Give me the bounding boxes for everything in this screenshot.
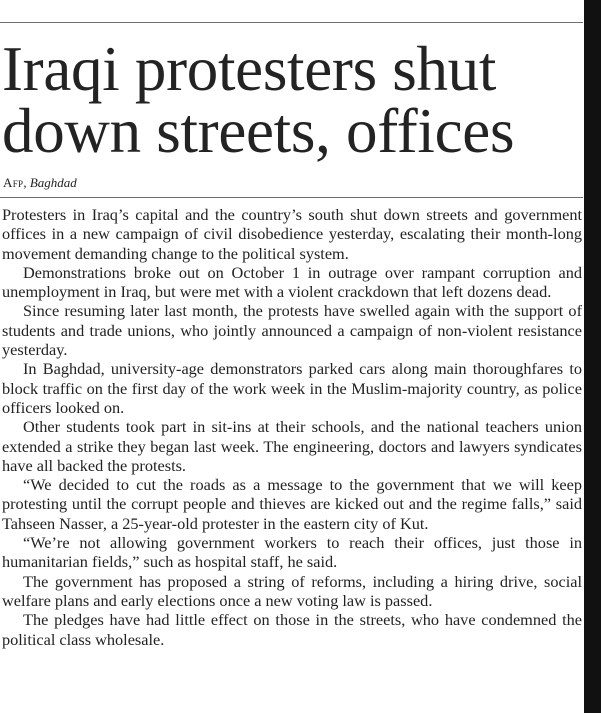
article-body: [2, 205, 582, 713]
article-paragraph-6: “We decided to cut the roads as a message to the government that we will keep protesting until the corrupt people and thieves are kicked out and the regime falls,” said Tahseen Nasser, a 25-year-old protester in the eastern city of Kut.: [2, 475, 582, 533]
headline-line-1: Iraqi protesters shut: [2, 34, 497, 104]
top-divider: [0, 22, 583, 23]
article-paragraph-5: Other students took part in sit-ins at their schools, and the national teachers union extended a strike they began last week. The engineering, doctors and lawyers syndicates have all backed the protests.: [2, 417, 582, 475]
article-paragraph-1: Protesters in Iraq’s capital and the country’s south shut down streets and government offices in a new campaign of civil disobedience yesterday, escalating their month-long movement demanding change to the political system.: [2, 205, 582, 263]
byline-dateline: Baghdad: [29, 175, 77, 190]
byline-divider: [0, 197, 583, 198]
article-paragraph-4: In Baghdad, university-age demonstrators parked cars along main thoroughfares to block traffic on the first day of the work week in the Muslim-majority country, as police officers looked on.: [2, 359, 582, 417]
article-paragraph-9: The pledges have had little effect on those in the streets, who have condemned the political class wholesale.: [2, 610, 582, 649]
article-paragraph-3: Since resuming later last month, the protests have swelled again with the support of students and trade unions, who jointly announced a campaign of non-violent resistance yesterday.: [2, 301, 582, 360]
article-paragraph-8: The government has proposed a string of reforms, including a hiring drive, social welfare plans and early elections once a new voting law is passed.: [2, 571, 582, 610]
byline: [3, 175, 77, 191]
page-title: [2, 34, 582, 166]
headline-line-2: down streets, offices: [2, 96, 515, 166]
byline-agency: Afp: [3, 175, 24, 190]
previous-article-cut-text: [0, 0, 581, 22]
byline-separator: ,: [23, 175, 27, 190]
article-paragraph-7: “We’re not allowing government workers to reach their offices, just those in humanitarian fields,” such as hospital staff, he said.: [2, 533, 582, 572]
article-paragraph-2: Demonstrations broke out on October 1 in outrage over rampant corruption and unemployment in Iraq, but were met with a violent crackdown that left dozens dead.: [2, 262, 582, 302]
page-edge-shadow: [584, 0, 601, 713]
